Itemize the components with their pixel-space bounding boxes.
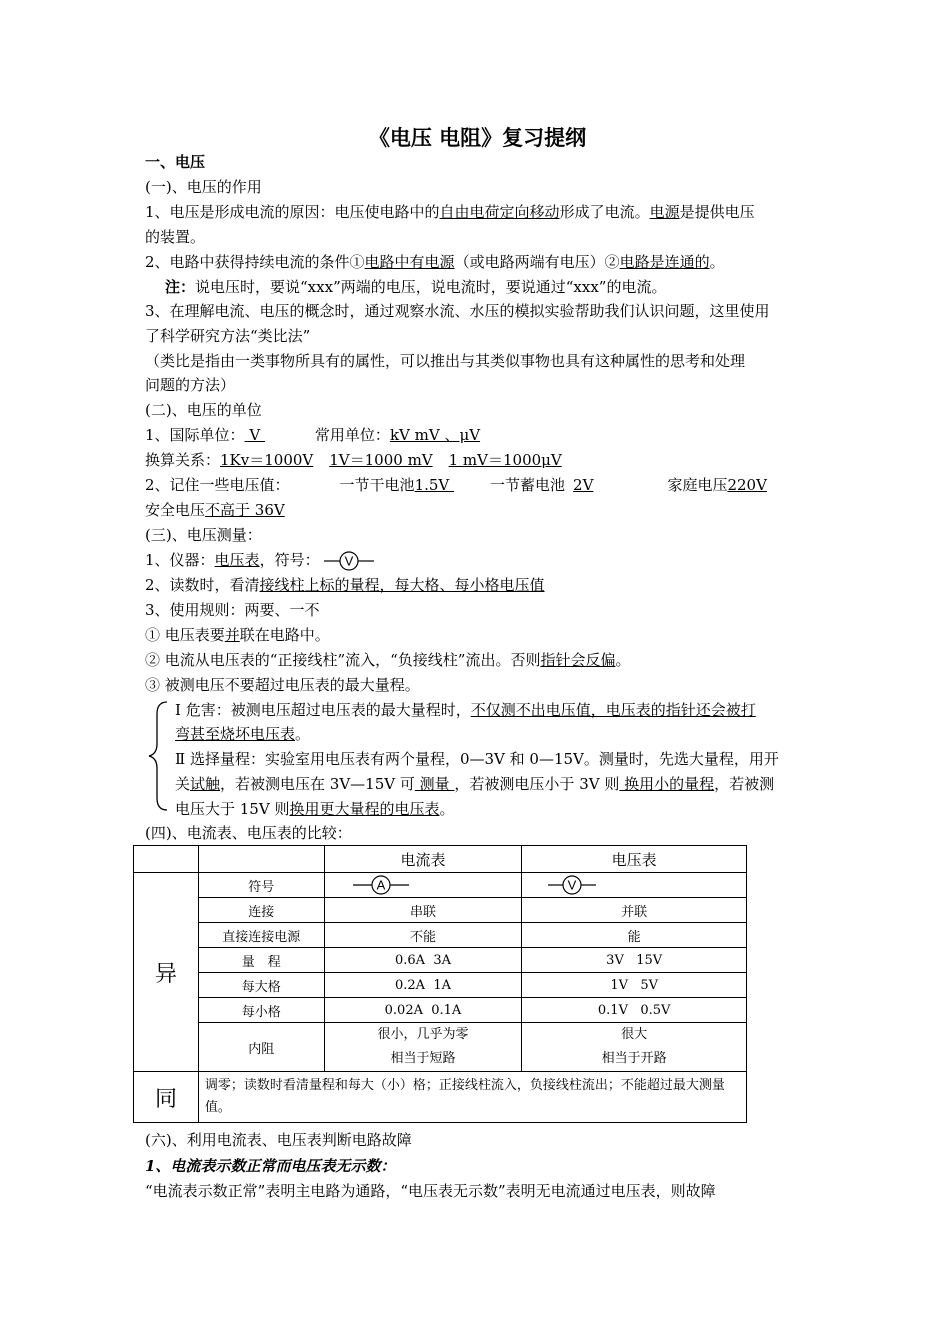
paragraph-line	[175, 773, 774, 795]
text: 2、读数时，看清	[145, 576, 260, 594]
paragraph-line	[145, 201, 755, 223]
underlined-answer: 试触	[190, 775, 221, 793]
text: ，符号：	[259, 551, 320, 569]
table-cell: 1V 5V	[522, 973, 747, 998]
text: 。	[615, 651, 631, 669]
text: 常用单位：	[314, 426, 390, 444]
row-label: 量 程	[198, 948, 324, 973]
table-header: 电压表	[522, 846, 747, 873]
underlined-answer: kV mV 、μV	[389, 426, 481, 444]
text: ① 电压表要	[145, 626, 225, 644]
cell-line: 很小，几乎为零	[377, 1027, 469, 1042]
table-cell: 串联	[324, 898, 522, 923]
text: 是提供电压	[679, 203, 755, 221]
page-title: 《电压 电阻》复习提纲	[368, 126, 587, 150]
text: 。	[439, 800, 455, 818]
underlined-answer: 换用小的量程	[619, 775, 715, 793]
row-label: 直接连接电源	[198, 923, 324, 948]
text: 安全电压	[145, 501, 206, 519]
paragraph-line	[175, 699, 756, 721]
table-row	[134, 898, 747, 923]
text: 形成了电流。	[559, 203, 650, 221]
text: 关	[175, 775, 191, 793]
section-heading: 一、电压	[145, 153, 206, 171]
table-header: 电流表	[324, 846, 522, 873]
table-cell: 能	[522, 923, 747, 948]
underlined-answer: 1V＝1000 mV	[329, 451, 433, 469]
subsection-heading: (六)、利用电流表、电压表判断电路故障	[145, 1131, 412, 1149]
text: 换算关系：	[145, 451, 221, 469]
text: 一节蓄电池	[490, 476, 566, 494]
underlined-answer: 2V	[573, 476, 594, 494]
voltmeter-symbol-icon	[324, 550, 374, 572]
underlined-answer: 1.5V	[414, 476, 455, 494]
row-label: 内阻	[198, 1023, 324, 1072]
paragraph-line: “电流表示数正常”表明主电路为通路，“电压表无示数”表明无电流通过电压表，则故障	[145, 1182, 716, 1200]
cell-line: 相当于短路	[390, 1051, 456, 1066]
paragraph-line	[145, 474, 810, 496]
paragraph-line: （类比是指由一类事物所具有的属性，可以推出与其类似事物也具有这种属性的思考和处理	[145, 352, 746, 370]
text: 电压大于 15V 则	[175, 800, 290, 818]
paragraph-line	[145, 549, 374, 572]
text: 2、记住一些电压值：	[145, 476, 290, 494]
paragraph-line	[145, 649, 630, 671]
paragraph-line	[175, 723, 310, 745]
note-text: 说电压时，要说“xxx”两端的电压，说电流时，要说通过“xxx”的电流。	[195, 278, 667, 296]
text: ，若被测	[714, 775, 775, 793]
paragraph-line	[145, 449, 562, 471]
paragraph-line: 问题的方法）	[145, 376, 236, 394]
paragraph-line	[145, 424, 480, 446]
table-cell: 不能	[324, 923, 522, 948]
underlined-answer: 1Kv＝1000V	[220, 451, 314, 469]
table-cell: 0.2A 1A	[324, 973, 522, 998]
text: 。	[709, 253, 725, 271]
text: 。	[295, 725, 311, 743]
underlined-answer: 电路中有电源	[364, 253, 455, 271]
subsection-heading: (三)、电压测量：	[145, 526, 262, 544]
paragraph-line: ③ 被测电压不要超过电压表的最大量程。	[145, 676, 420, 694]
table-row	[134, 923, 747, 948]
table-row	[134, 998, 747, 1023]
table-row	[134, 1072, 747, 1123]
text: 一节干电池	[339, 476, 415, 494]
paragraph-line: 3、使用规则：两要、一不	[145, 601, 320, 619]
row-label: 符号	[198, 873, 324, 898]
svg-text:V: V	[568, 877, 577, 893]
underlined-answer: 测量	[414, 775, 455, 793]
table-row	[134, 973, 747, 998]
paragraph-line	[145, 624, 330, 646]
row-label: 连接	[198, 898, 324, 923]
text: 1、电压是形成电流的原因：电压使电路中的	[145, 203, 440, 221]
paragraph-line	[175, 798, 455, 820]
table-cell: 调零；读数时看清量程和每大（小）格；正接线柱流入，负接线柱流出；不能超过最大测量值。	[198, 1072, 746, 1123]
text: ，若被测电压小于 3V 则	[454, 775, 620, 793]
text: Ⅰ 危害：被测电压超过电压表的最大量程时，	[175, 701, 471, 719]
paragraph-line	[145, 499, 285, 521]
curly-brace-icon	[147, 700, 171, 812]
paragraph-line: Ⅱ 选择量程：实验室用电压表有两个量程，0—3V 和 0—15V。测量时，先选大量程，用开	[175, 750, 779, 768]
svg-text:A: A	[376, 877, 385, 893]
underlined-answer: 电压表	[214, 551, 260, 569]
underlined-answer: 指针会反偏	[540, 651, 616, 669]
note-label: 注：	[165, 278, 196, 296]
table-cell: 3V 15V	[522, 948, 747, 973]
underlined-answer: 自由电荷定向移动	[439, 203, 560, 221]
bold-heading: 1、电流表示数正常而电压表无示数：	[145, 1157, 396, 1175]
paragraph-line	[145, 251, 725, 273]
table-cell	[324, 873, 522, 898]
comparison-table	[133, 845, 747, 1123]
underlined-answer: 电源	[649, 203, 680, 221]
text: 2、电路中获得持续电流的条件①	[145, 253, 365, 271]
underlined-answer: 弯甚至烧坏电压表	[175, 725, 296, 743]
table-cell: 并联	[522, 898, 747, 923]
cell-line: 很大	[621, 1027, 648, 1042]
paragraph-line	[145, 574, 545, 596]
underlined-answer: 换用更大量程的电压表	[289, 800, 440, 818]
underlined-answer: V	[244, 426, 265, 444]
paragraph-line: 的装置。	[145, 228, 206, 246]
underlined-answer: 1 mV＝1000μV	[448, 451, 562, 469]
underlined-answer: 电路是连通的	[619, 253, 710, 271]
table-header-row	[134, 846, 747, 873]
text: 家庭电压	[667, 476, 728, 494]
table-cell	[324, 1023, 522, 1072]
table-cell: 0.1V 0.5V	[522, 998, 747, 1023]
table-cell	[134, 846, 199, 873]
row-label: 每小格	[198, 998, 324, 1023]
underlined-answer: 接线柱上标的量程，每大格、每小格电压值	[259, 576, 545, 594]
text: ② 电流从电压表的“正接线柱”流入，“负接线柱”流出。否则	[145, 651, 541, 669]
svg-text:V: V	[345, 553, 354, 569]
table-row	[134, 873, 747, 898]
subsection-heading: (四)、电流表、电压表的比较：	[145, 824, 352, 842]
note-line	[165, 276, 666, 298]
text: ，若被测电压在 3V—15V 可	[220, 775, 415, 793]
text: 1、仪器：	[145, 551, 215, 569]
underlined-answer: 220V	[727, 476, 767, 494]
text: 1、国际单位：	[145, 426, 245, 444]
cell-line: 相当于开路	[601, 1051, 667, 1066]
subsection-heading: (一)、电压的作用	[145, 178, 262, 196]
text: （或电路两端有电压）②	[454, 253, 620, 271]
underlined-answer: 不高于 36V	[205, 501, 285, 519]
table-cell	[522, 873, 747, 898]
table-cell: 0.6A 3A	[324, 948, 522, 973]
table-row	[134, 948, 747, 973]
row-label: 每大格	[198, 973, 324, 998]
underlined-answer: 不仅测不出电压值，电压表的指针还会被打	[470, 701, 756, 719]
voltmeter-symbol-icon	[548, 874, 596, 896]
paragraph-line: 3、在理解电流、电压的概念时，通过观察水流、水压的模拟实验帮助我们认识问题，这里使用	[145, 302, 770, 320]
table-cell	[522, 1023, 747, 1072]
table-row	[134, 1023, 747, 1072]
ammeter-symbol-icon	[353, 874, 409, 896]
underlined-answer: 并	[224, 626, 240, 644]
text: 联在电路中。	[239, 626, 330, 644]
paragraph-line: 了科学研究方法“类比法”	[145, 327, 311, 345]
subsection-heading: (二)、电压的单位	[145, 401, 262, 419]
table-cell: 0.02A 0.1A	[324, 998, 522, 1023]
table-cell	[198, 846, 324, 873]
row-group-label: 同	[134, 1072, 199, 1123]
row-group-label: 异	[134, 873, 199, 1072]
